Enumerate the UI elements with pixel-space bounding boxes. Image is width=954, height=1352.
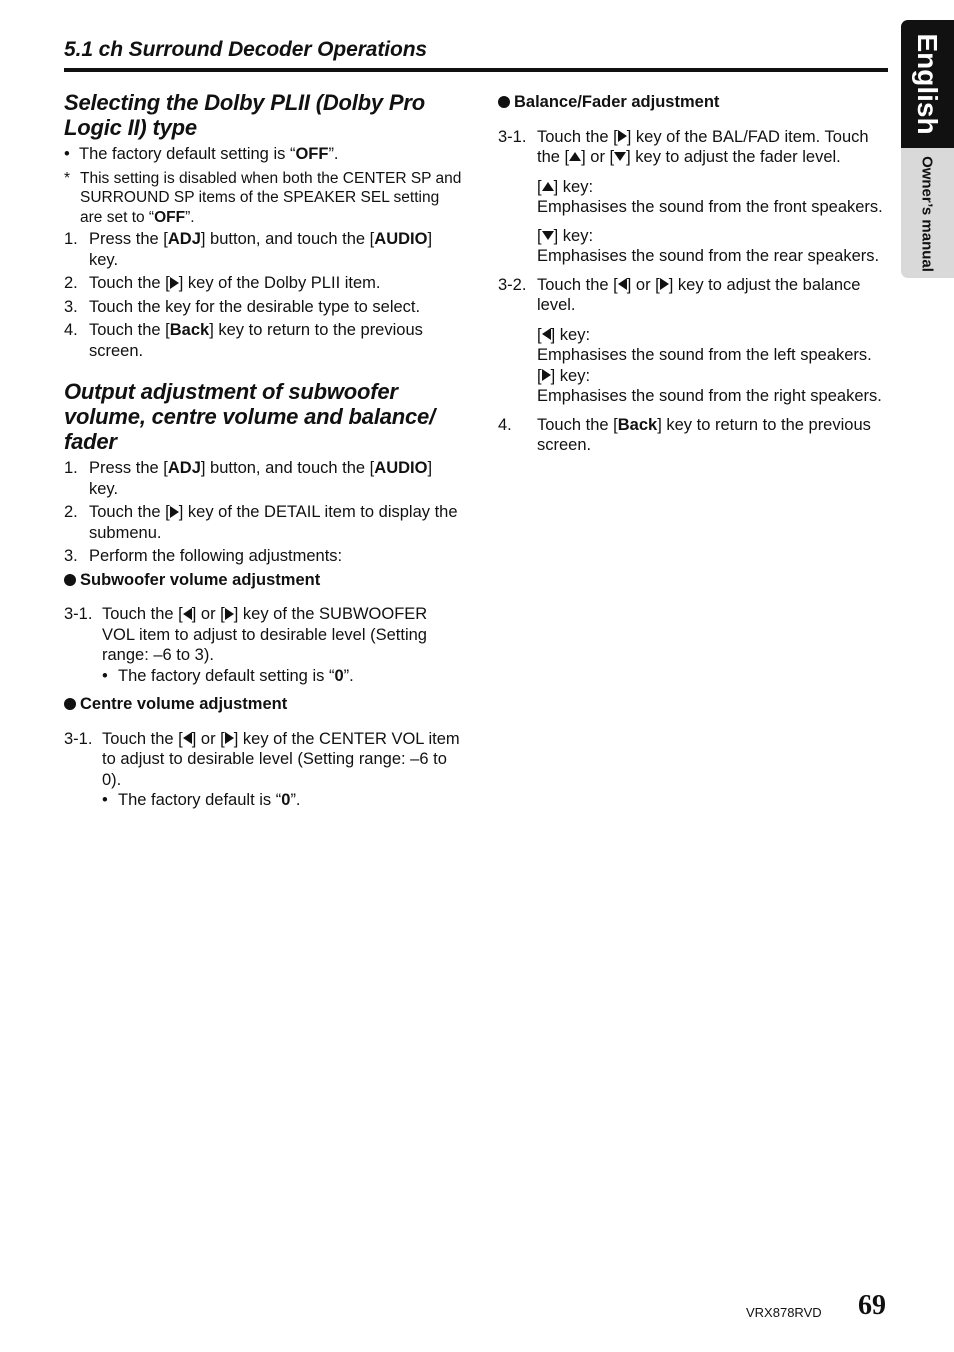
- heading-dolby-plii: Selecting the Dolby PLII (Dolby Pro Logic II) type: [64, 90, 425, 140]
- bracket: [: [537, 325, 542, 344]
- asterisk-note: [64, 169, 464, 228]
- bracket: [: [537, 226, 542, 245]
- bullet-text: The factory default setting is “: [79, 145, 296, 163]
- language-label: English: [912, 33, 943, 135]
- step-number: 4.: [498, 415, 512, 434]
- key-description: Emphasises the sound from the rear speakers.: [537, 247, 880, 265]
- bullet-bold: OFF: [295, 145, 329, 163]
- output-step-2: [64, 502, 464, 543]
- key-description: Emphasises the sound from the front speakers.: [537, 198, 883, 216]
- plii-step-1: [64, 229, 464, 270]
- bullet-mark: •: [102, 666, 108, 685]
- balance-fader-heading-text: Balance/Fader adjustment: [514, 93, 720, 111]
- step-text: ] or [: [581, 148, 615, 166]
- centre-heading: [64, 694, 464, 715]
- left-arrow-icon: [183, 732, 192, 744]
- left-arrow-icon: [542, 328, 551, 340]
- left-arrow-icon: [618, 278, 627, 290]
- step-number: 3-2.: [498, 275, 527, 294]
- step-text: ] key.: [89, 230, 433, 269]
- up-key-description: [537, 177, 890, 218]
- key-description: Emphasises the sound from the right speakers.: [537, 387, 882, 405]
- step-text: ] key to return to the previous screen.: [89, 321, 423, 360]
- audio-key-label: AUDIO: [374, 459, 428, 477]
- key-label: ] key:: [550, 325, 591, 344]
- key-label: ] key:: [553, 177, 594, 196]
- note-text: The factory default setting is “: [118, 666, 335, 685]
- left-column: [64, 90, 464, 811]
- step-number: 3-1.: [64, 729, 93, 748]
- step-text: Touch the [: [89, 503, 170, 521]
- adj-button-label: ADJ: [167, 459, 201, 477]
- step-text: ] or [: [191, 605, 225, 623]
- down-key-description: [537, 226, 890, 267]
- key-label: ] key:: [550, 366, 591, 385]
- key-description: Emphasises the sound from the left speakers.: [537, 346, 872, 364]
- step-text: ] key of the CENTER VOL item to adjust to desirable level (Setting range: –6 to 0).: [102, 729, 460, 789]
- balance-fader-heading: [498, 92, 890, 113]
- note-text: ”.: [343, 666, 354, 685]
- note-text: The factory default is “: [118, 791, 282, 809]
- step-text: Touch the [: [102, 605, 183, 623]
- step-text: Perform the following adjustments:: [89, 547, 343, 565]
- step-text: Touch the [: [537, 127, 618, 146]
- up-arrow-icon: [569, 152, 581, 161]
- step-text: Touch the [: [537, 275, 618, 294]
- step-text: Touch the [: [537, 415, 618, 434]
- step-number: 3-1.: [498, 127, 527, 146]
- right-arrow-icon: [660, 278, 669, 290]
- plii-step-4: [64, 320, 464, 361]
- bullet-mark: •: [64, 145, 70, 163]
- centre-default-note: [102, 790, 464, 811]
- centre-heading-text: Centre volume adjustment: [80, 695, 288, 713]
- step-text: ] key to adjust the fader level.: [626, 148, 841, 166]
- plii-step-2: [64, 273, 464, 294]
- step-text: ] key of the DETAIL item to display the submenu.: [89, 503, 458, 542]
- right-arrow-icon: [225, 732, 234, 744]
- bullet-mark: •: [102, 791, 108, 809]
- key-label: ] key:: [553, 226, 594, 245]
- balance-step-4: [498, 415, 890, 456]
- section-title: 5.1 ch Surround Decoder Operations: [64, 38, 428, 61]
- down-arrow-icon: [542, 231, 554, 240]
- plii-step-3: [64, 297, 464, 318]
- step-text: ] key of the Dolby PLII item.: [178, 274, 381, 292]
- output-step-3: [64, 546, 464, 567]
- step-text: Press the [: [89, 230, 168, 248]
- bullet-dot-icon: [498, 96, 510, 108]
- right-arrow-icon: [542, 369, 551, 381]
- asterisk-mark: *: [64, 169, 71, 187]
- step-text: Touch the [: [102, 729, 183, 748]
- bracket: [: [537, 366, 542, 385]
- model-number: VRX878RVD: [746, 1305, 822, 1320]
- audio-key-label: AUDIO: [374, 230, 428, 248]
- language-side-tab: [901, 20, 954, 278]
- bullet-dot-icon: [64, 574, 76, 586]
- output-step-1: [64, 458, 464, 499]
- heading-output-adjustment: Output adjustment of subwoofer volume, centre volume and balance/ fader: [64, 379, 435, 454]
- step-text: Press the [: [89, 459, 168, 477]
- header-rule: [64, 68, 888, 72]
- down-arrow-icon: [614, 152, 626, 161]
- right-arrow-icon: [618, 130, 627, 142]
- adj-button-label: ADJ: [167, 230, 201, 248]
- subwoofer-heading-text: Subwoofer volume adjustment: [80, 570, 321, 589]
- right-arrow-icon: [225, 608, 234, 620]
- left-key-description: [537, 325, 890, 366]
- step-number: 3.: [64, 547, 78, 565]
- note-bold: OFF: [154, 208, 186, 226]
- step-number: 1.: [64, 230, 78, 248]
- default-setting-note: [64, 144, 464, 165]
- default-value: 0: [281, 791, 291, 809]
- back-key-label: Back: [169, 321, 210, 339]
- bullet-dot-icon: [64, 698, 76, 710]
- note-end: ”.: [185, 208, 195, 226]
- step-number: 2.: [64, 274, 78, 292]
- step-number: 1.: [64, 459, 78, 477]
- fader-step: [498, 127, 890, 168]
- page-number: 69: [858, 1290, 886, 1321]
- step-text: ] key to return to the previous screen.: [537, 415, 871, 454]
- step-text: ] button, and touch the [: [200, 230, 375, 248]
- step-text: ] key.: [89, 459, 433, 498]
- balance-step: [498, 275, 890, 316]
- back-key-label: Back: [617, 415, 658, 434]
- step-text: ] key to adjust the balance level.: [537, 275, 861, 314]
- step-number: 2.: [64, 503, 78, 521]
- bracket: [: [537, 177, 542, 196]
- subwoofer-default-note: [102, 666, 464, 687]
- bullet-end: ”.: [328, 145, 339, 163]
- right-key-description: [537, 366, 890, 407]
- note-text: This setting is disabled when both the CENTER SP and SURROUND SP items of the SPEAKER SEL setting are set to “: [80, 169, 462, 226]
- subwoofer-heading: [64, 570, 464, 591]
- step-number: 3.: [64, 297, 78, 316]
- step-text: ] or [: [191, 729, 225, 748]
- step-text: ] or [: [626, 275, 660, 294]
- right-arrow-icon: [170, 277, 179, 289]
- right-arrow-icon: [170, 506, 179, 518]
- default-value: 0: [334, 666, 344, 685]
- right-column: [498, 90, 890, 456]
- note-text: ”.: [290, 791, 301, 809]
- step-text: ] button, and touch the [: [200, 459, 375, 477]
- centre-step: [64, 729, 464, 791]
- step-text: Touch the [: [89, 274, 170, 292]
- manual-label: Owner’s manual: [918, 156, 936, 272]
- step-text: ] key of the BAL/FAD item. Touch the [: [537, 127, 869, 166]
- step-number: 3-1.: [64, 605, 93, 623]
- step-text: Touch the key for the desirable type to select.: [89, 297, 421, 316]
- language-box: [901, 20, 954, 148]
- subwoofer-step: [64, 604, 464, 666]
- up-arrow-icon: [542, 182, 554, 191]
- step-number: 4.: [64, 321, 78, 339]
- step-text: Touch the [: [89, 321, 170, 339]
- left-arrow-icon: [183, 608, 192, 620]
- step-text: ] key of the SUBWOOFER VOL item to adjust to desirable level (Setting range: –6 to 3).: [102, 605, 428, 664]
